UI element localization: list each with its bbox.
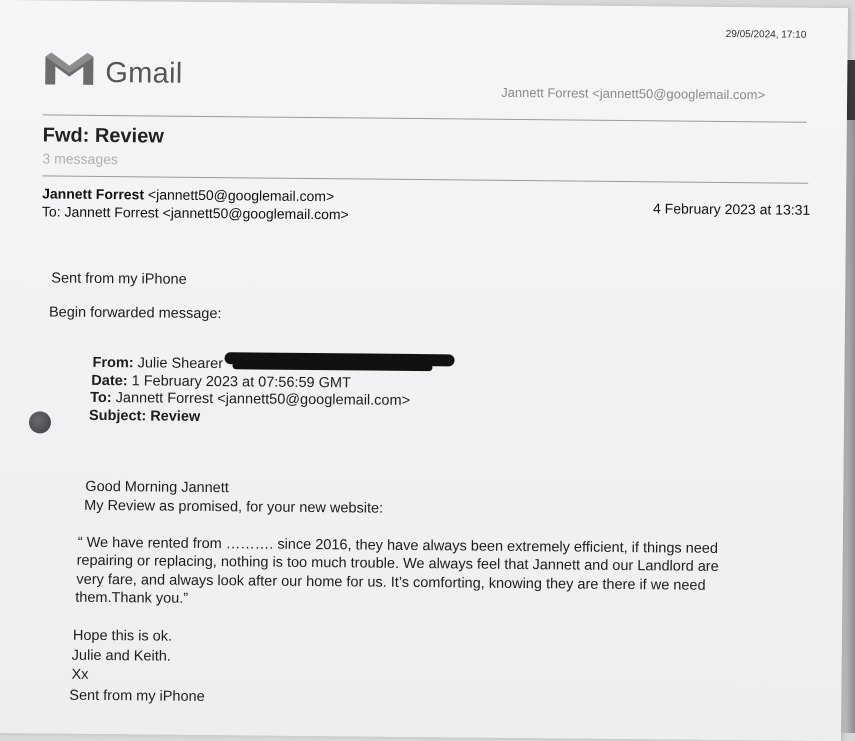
forwarded-date-value: 1 February 2023 at 07:56:59 GMT xyxy=(131,373,351,392)
account-address: Jannett Forrest <jannett50@googlemail.com> xyxy=(501,84,766,103)
forwarded-subject-value: Review xyxy=(150,408,201,425)
gmail-m-icon xyxy=(43,50,95,86)
closing-line: Hope this is ok. xyxy=(72,627,173,645)
recipient-line: To: Jannett Forrest <jannett50@googlemail.com> xyxy=(41,203,349,223)
forwarded-date-label: Date: xyxy=(91,372,128,390)
forwarded-subject-label: Subject: xyxy=(88,407,147,425)
forwarded-to-value: Jannett Forrest <jannett50@googlemail.com> xyxy=(115,390,411,409)
forwarded-from xyxy=(92,355,223,372)
thread-subject: Fwd: Review xyxy=(42,124,164,148)
sender-address: <jannett50@googlemail.com> xyxy=(147,186,335,205)
print-timestamp: 29/05/2024, 17:10 xyxy=(725,28,807,41)
forwarded-subject xyxy=(89,408,200,425)
letter-greeting: Good Morning Jannett xyxy=(85,478,229,497)
forwarded-from-label: From: xyxy=(92,354,134,372)
forwarded-intro: Begin forwarded message: xyxy=(48,304,222,323)
letter-intro: My Review as promised, for your new website: xyxy=(84,497,384,517)
punch-hole xyxy=(29,411,51,433)
review-line: repairing or replacing, nothing is too much trouble. We always feel that Jannett and our Landlord are xyxy=(76,552,719,575)
gmail-wordmark: Gmail xyxy=(105,57,183,90)
forwarded-to xyxy=(90,390,410,409)
closing-line: Sent from my iPhone xyxy=(69,687,205,705)
subject-divider xyxy=(42,175,808,183)
review-line: very fare, and always look after our home for us. It’s comforting, knowing they are there if we need xyxy=(76,571,706,594)
review-line: them.Thank you.” xyxy=(75,589,189,607)
sender-line xyxy=(42,185,334,204)
header-divider xyxy=(43,114,807,122)
closing-line: Julie and Keith. xyxy=(71,647,171,665)
message-count: 3 messages xyxy=(42,150,119,168)
sent-from-line: Sent from my iPhone xyxy=(51,270,187,288)
redaction-mark-lower xyxy=(232,362,432,371)
forwarded-to-label: To: xyxy=(90,389,112,407)
forwarded-from-value: Julie Shearer xyxy=(137,355,224,373)
closing-line: Xx xyxy=(71,666,89,683)
review-line: “ We have rented from ………. since 2016, they have always been extremely efficient, if things need xyxy=(77,534,719,557)
sender-name: Jannett Forrest xyxy=(42,185,145,203)
message-date: 4 February 2023 at 13:31 xyxy=(652,200,811,218)
forwarded-date xyxy=(91,373,351,391)
